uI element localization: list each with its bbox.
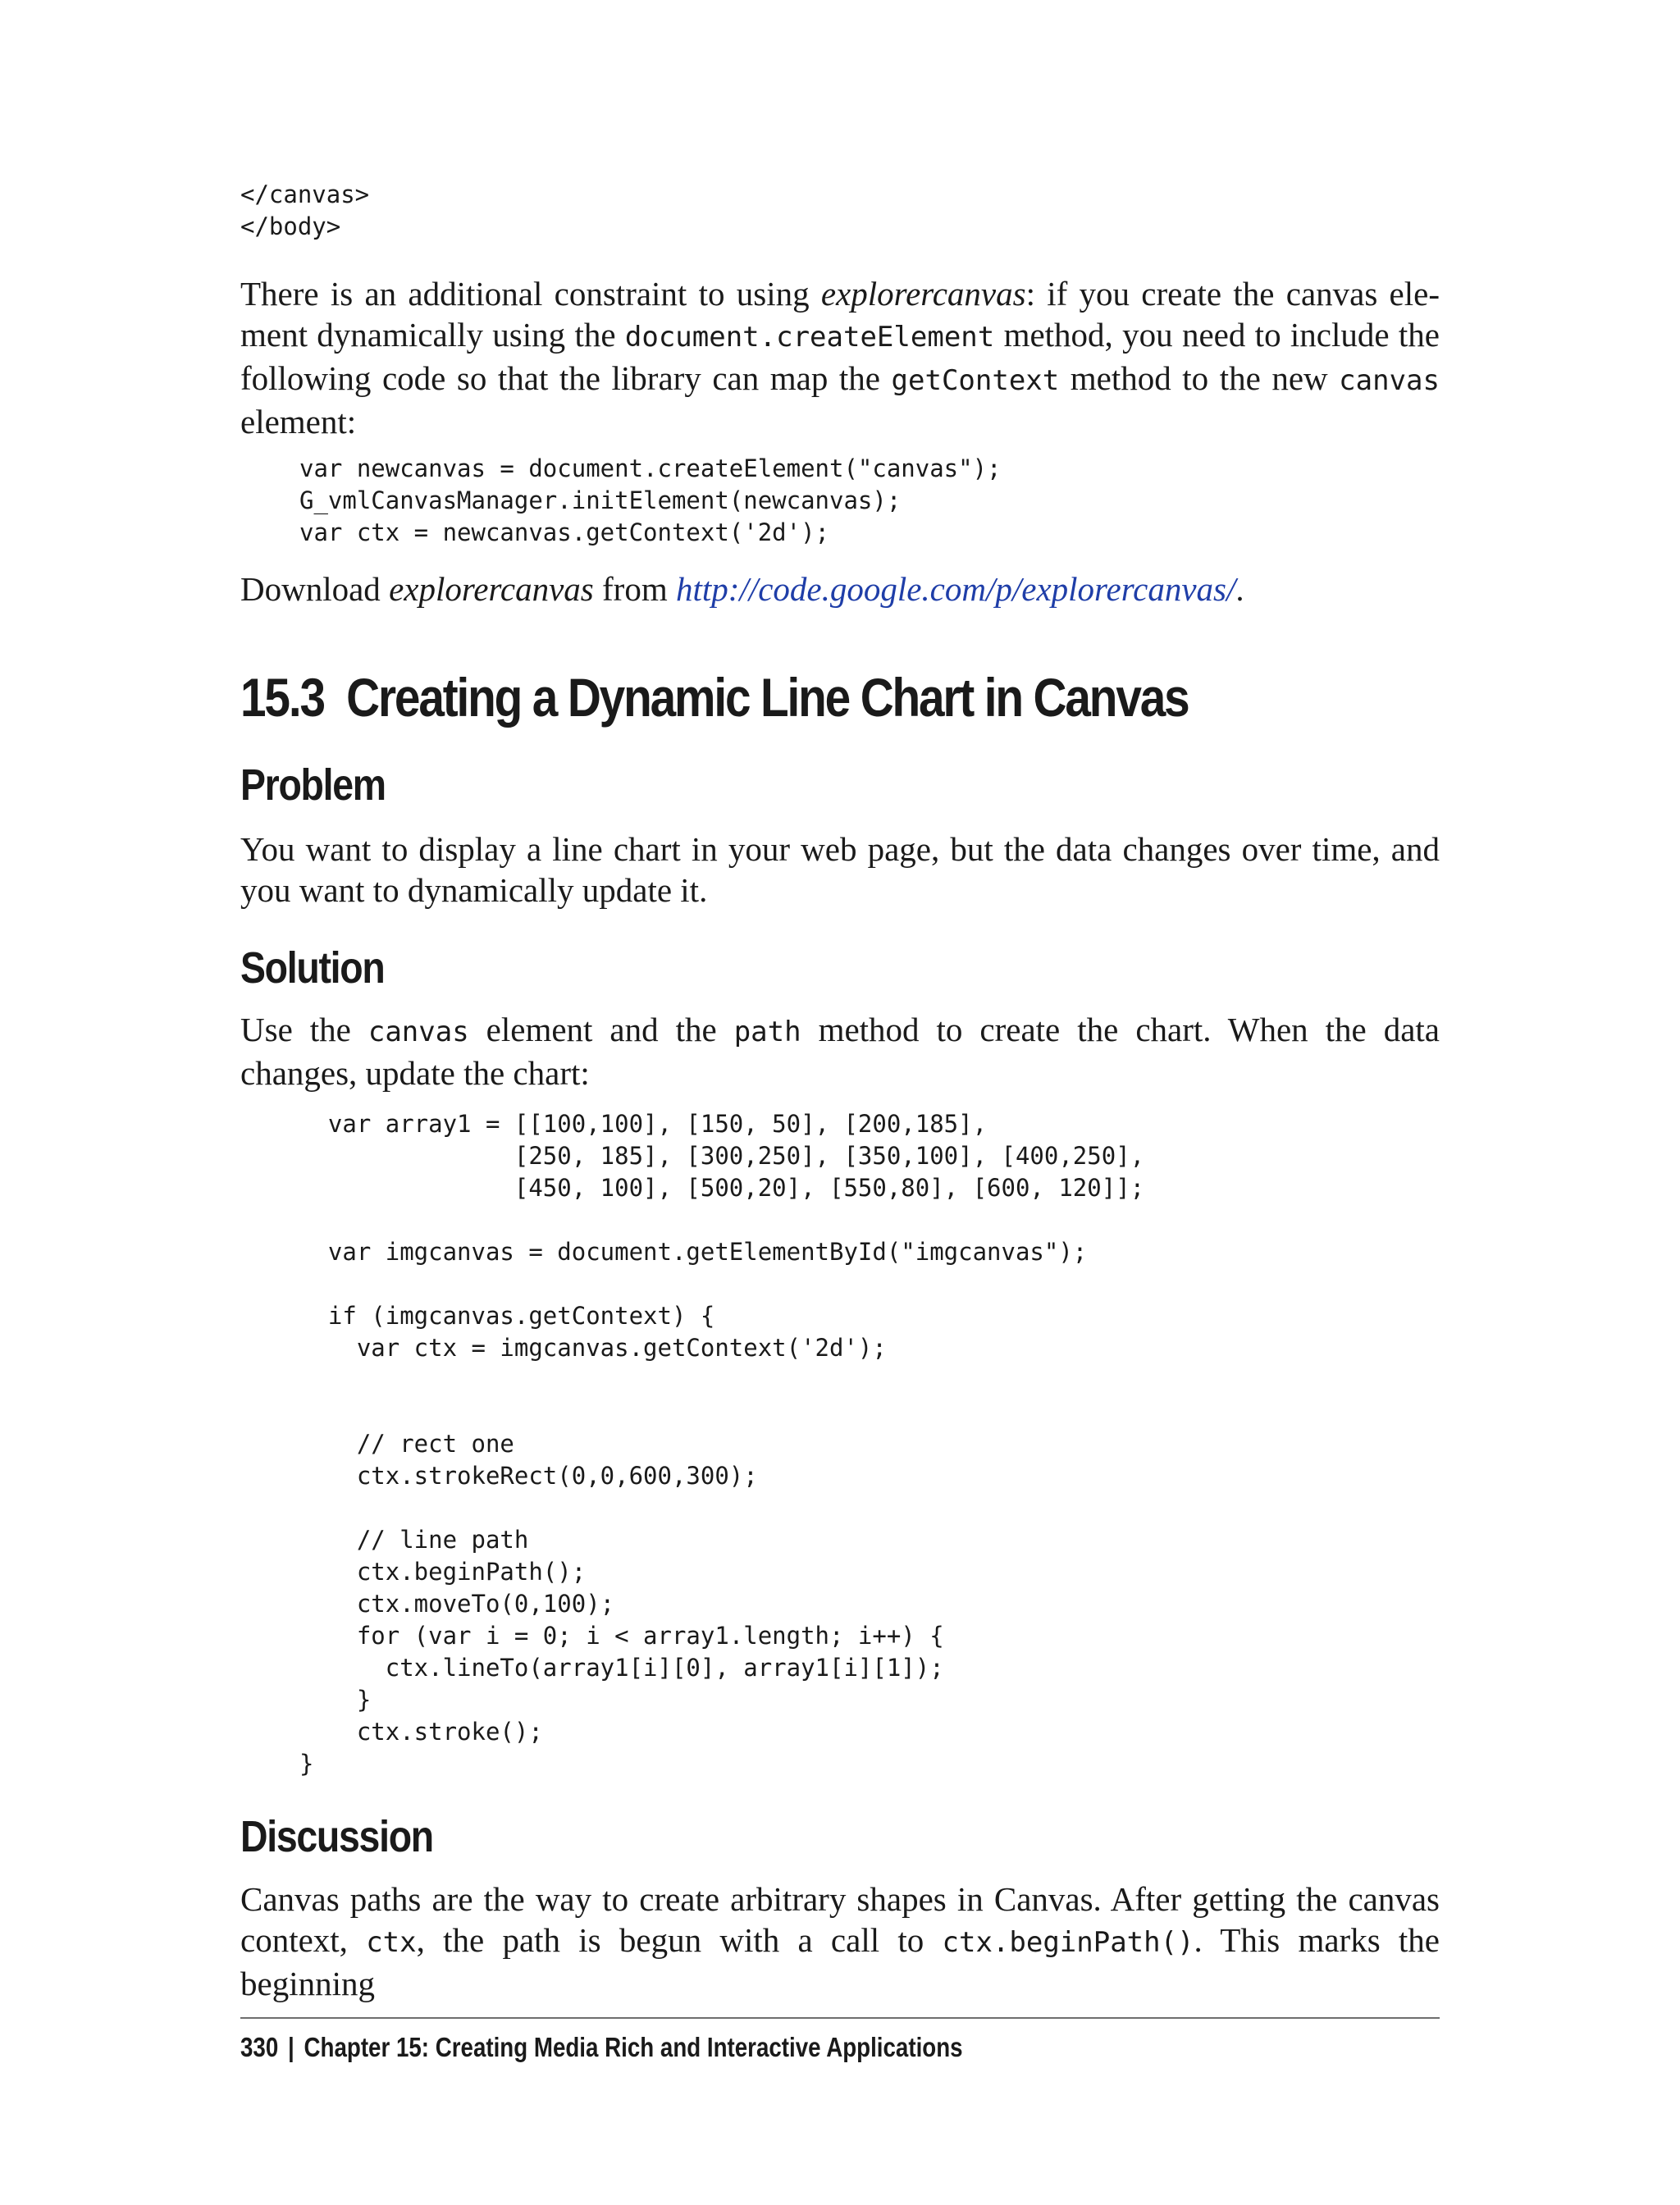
- code-block-newcanvas: var newcanvas = document.createElement("canvas"); G_vmlCanvasManager.initElement(newcanvas); var ctx = newcanvas.getContext('2d');: [299, 454, 1002, 546]
- text: element and the: [468, 1011, 734, 1048]
- text: : if you create the canvas ele-ment dynamically using the: [240, 275, 1440, 354]
- text: Download: [240, 570, 390, 608]
- text: There is an additional constraint to using: [240, 275, 821, 313]
- text: method, you need to include the following code so that the library can map the: [240, 316, 1440, 397]
- text: Use the: [240, 1011, 368, 1048]
- inline-code-createElement: document.createElement: [624, 321, 995, 354]
- code-snippet-closing-tags: </canvas> </body>: [240, 180, 370, 240]
- discussion-heading: Discussion: [240, 1812, 433, 1861]
- inline-code-canvas: canvas: [1339, 364, 1440, 397]
- problem-paragraph: You want to display a line chart in your web page, but the data changes over time, and you want to dynamically update it.: [240, 830, 1440, 909]
- inline-code-path: path: [733, 1016, 801, 1048]
- inline-code-canvas: canvas: [368, 1016, 469, 1048]
- problem-heading: Problem: [240, 760, 386, 810]
- inline-code-getContext: getContext: [891, 364, 1060, 397]
- page-number: 330: [240, 2032, 279, 2062]
- emphasis-explorercanvas: explorercanvas: [389, 570, 594, 608]
- solution-heading: Solution: [240, 943, 385, 993]
- text: from: [593, 570, 676, 608]
- section-title: Creating a Dynamic Line Chart in Canvas: [346, 667, 1189, 728]
- section-number: 15.3: [240, 667, 324, 728]
- solution-paragraph: [240, 1009, 1440, 1093]
- discussion-paragraph: [240, 1879, 1440, 2004]
- text: . This marks the beginning: [240, 1921, 1440, 2002]
- text: Canvas paths are the way to create arbitrary shapes in Canvas. After getting the canvas context,: [240, 1880, 1440, 1959]
- section-heading: [240, 664, 1189, 730]
- text: element:: [240, 403, 357, 441]
- paragraph-download: [240, 568, 1440, 609]
- explorercanvas-link[interactable]: http://code.google.com/p/explorercanvas/: [675, 570, 1236, 608]
- text: method to the new: [1059, 359, 1340, 397]
- footer-separator: |: [288, 2032, 294, 2062]
- inline-code-ctx: ctx: [366, 1926, 417, 1959]
- paragraph-explorercanvas-constraint: [240, 273, 1440, 442]
- page-footer: [240, 2031, 963, 2064]
- text: , the path is begun with a call to: [416, 1921, 943, 1959]
- code-block-line-chart: var array1 = [[100,100], [150, 50], [200,185], [250, 185], [300,250], [350,100], [400,250], [450, 100], [500,20], [550,80], [600, 120]]; var imgcanvas = document.getElementById("imgcanvas"); if (imgcanvas.getContext) { var ctx = imgcanvas.getContext('2d'); // rect one ctx.strokeRect(0,0,600,300); // line path ctx.beginPath(); ctx.moveTo(0,100); for (var i = 0; i < array1.length; i++) { ctx.lineTo(array1[i][0], array1[i][1]); } ctx.stroke(); }: [299, 1110, 1145, 1778]
- chapter-title: Chapter 15: Creating Media Rich and Interactive Applications: [304, 2032, 963, 2062]
- emphasis-explorercanvas: explorercanvas: [820, 275, 1026, 313]
- text: method to create the chart. When the data changes, update the chart:: [240, 1011, 1440, 1092]
- footer-rule: [240, 2017, 1440, 2019]
- inline-code-beginPath: ctx.beginPath(): [942, 1926, 1194, 1959]
- text: .: [1235, 570, 1244, 608]
